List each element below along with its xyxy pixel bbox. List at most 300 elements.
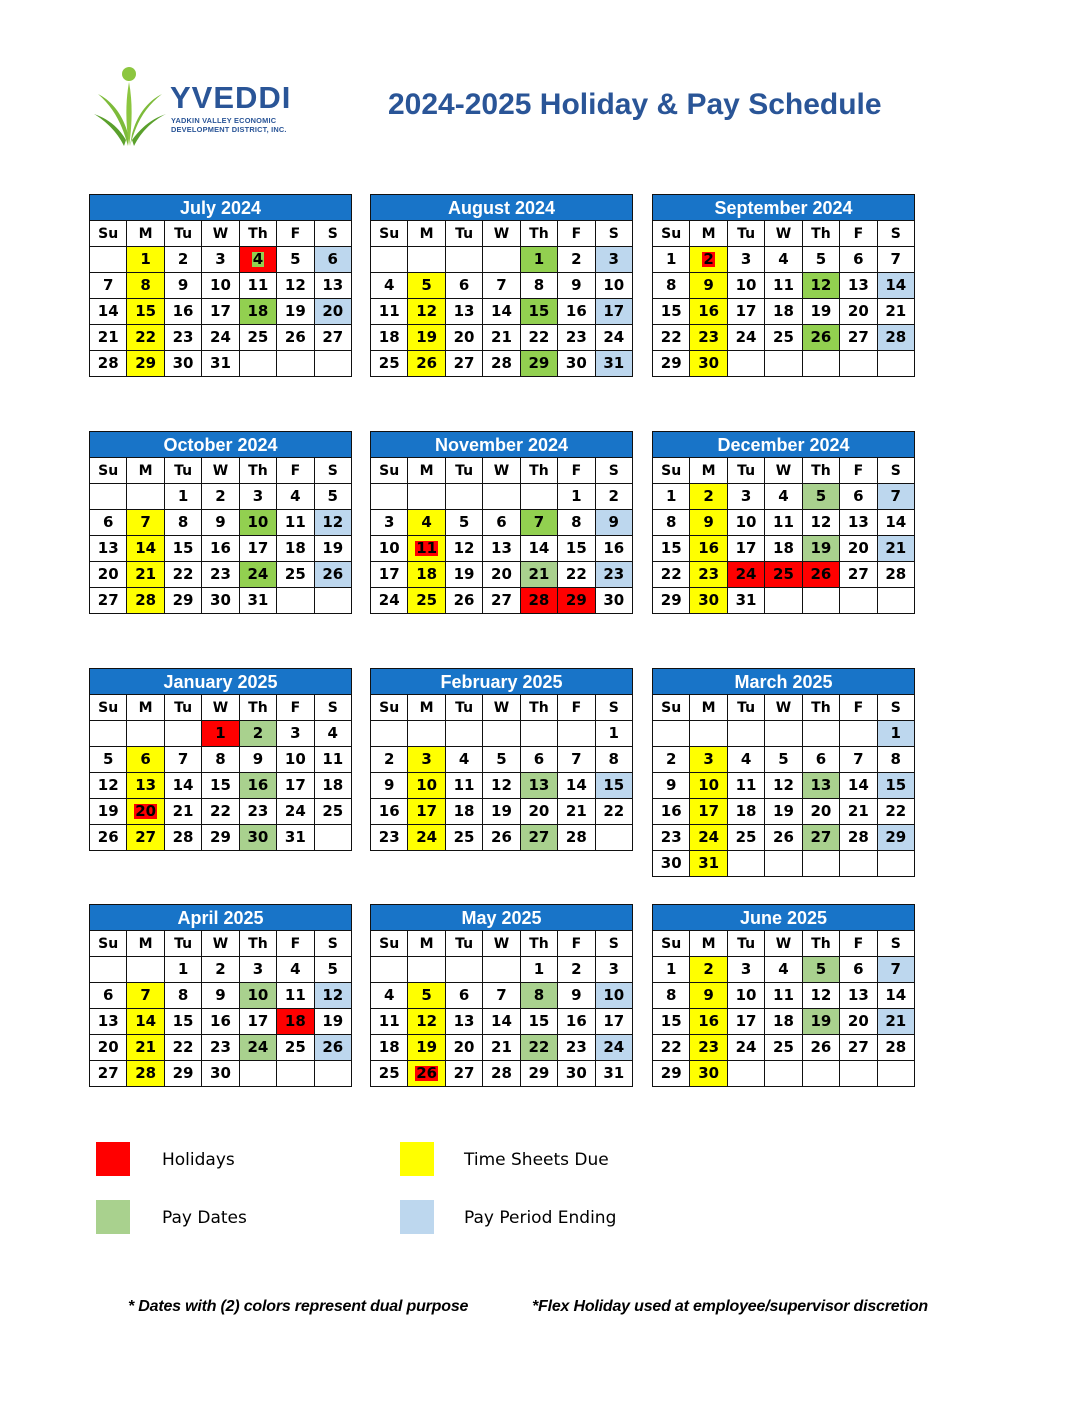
day-number: 13 [453,1012,475,1030]
day-number: 16 [378,802,400,820]
day-number: 20 [847,1012,869,1030]
day-cell [240,536,277,562]
day-cell [653,562,690,588]
day-cell [446,983,483,1009]
day-number: 7 [102,276,114,294]
day-number: 6 [102,513,114,531]
day-cell [653,825,690,851]
weekday-label: Tu [728,458,765,484]
day-cell [690,351,727,377]
day-number: 14 [885,276,907,294]
day-cell [653,1035,690,1061]
day-cell [408,325,445,351]
day-number: 11 [735,776,757,794]
day-number: 23 [603,565,625,583]
day-number: 19 [416,328,438,346]
day-cell [690,247,727,273]
day-number: 16 [247,776,269,794]
day-number: 17 [698,802,720,820]
day-number: 12 [810,513,832,531]
month-days-grid [370,694,633,851]
day-number: 9 [665,776,677,794]
day-cell [558,484,595,510]
legend-label-holidays: Holidays [162,1150,235,1170]
day-cell [165,510,202,536]
day-number: 2 [383,750,395,768]
day-number: 17 [416,802,438,820]
day-cell [803,1009,840,1035]
day-cell [90,325,127,351]
day-number: 19 [491,802,512,820]
weekday-label: Tu [165,221,202,247]
day-cell [315,510,352,536]
day-number: 21 [885,302,907,320]
day-number: 16 [172,302,194,320]
day-number: 5 [327,960,338,978]
day-cell [483,510,520,536]
weekday-label: Su [90,458,127,484]
legend-label-pay-dates: Pay Dates [162,1208,247,1228]
day-number: 10 [735,986,757,1004]
day-cell [765,273,802,299]
day-cell [483,1009,520,1035]
day-cell [277,721,314,747]
weekday-label: W [765,221,802,247]
day-cell [878,247,915,273]
day-cell [803,273,840,299]
day-cell [521,799,558,825]
day-cell [165,325,202,351]
day-cell [878,510,915,536]
day-cell [277,325,314,351]
day-cell [202,247,239,273]
day-number: 6 [533,750,545,768]
day-cell [240,562,277,588]
day-number: 17 [735,539,757,557]
day-number: 27 [491,591,512,609]
day-cell [483,536,520,562]
day-cell [596,536,633,562]
day-number: 23 [247,802,269,820]
day-number: 29 [565,591,587,609]
day-number: 25 [378,354,400,372]
day-number: 17 [603,302,625,320]
day-number: 2 [571,960,582,978]
day-number: 25 [773,1038,794,1056]
weekday-label: Tu [446,695,483,721]
day-number: 24 [735,328,757,346]
day-number: 16 [698,302,720,320]
day-cell [653,957,690,983]
day-cell [315,1035,352,1061]
day-number: 11 [284,513,306,531]
day-cell [803,299,840,325]
day-cell [371,299,408,325]
empty-day-cell [371,957,408,983]
day-number: 20 [491,565,512,583]
weekday-label: M [408,931,445,957]
day-number: 26 [773,828,794,846]
day-cell [483,983,520,1009]
day-number: 25 [378,1064,400,1082]
day-number: 7 [853,750,864,768]
day-cell [165,536,202,562]
day-number: 24 [735,565,757,583]
day-number: 24 [735,1038,757,1056]
day-number: 9 [383,776,395,794]
weekday-label: M [690,221,727,247]
day-cell [596,562,633,588]
month-calendar [89,194,352,377]
day-number: 10 [247,513,269,531]
day-number: 19 [773,802,794,820]
day-cell [765,562,802,588]
weekday-label: Su [653,695,690,721]
month-title: June 2025 [652,904,915,930]
day-number: 22 [660,1038,682,1056]
day-number: 30 [698,1064,720,1082]
weekday-label: F [840,931,877,957]
empty-day-cell [408,957,445,983]
empty-day-cell [315,825,352,851]
day-cell [90,299,127,325]
empty-day-cell [765,351,802,377]
day-number: 12 [322,513,344,531]
day-cell [483,825,520,851]
day-number: 25 [284,565,306,583]
day-cell [558,562,595,588]
empty-day-cell [90,957,127,983]
day-cell [315,247,352,273]
day-cell [558,273,595,299]
day-cell [277,825,314,851]
day-number: 17 [210,302,231,320]
day-number: 13 [97,1012,119,1030]
empty-day-cell [483,484,520,510]
day-number: 9 [571,986,582,1004]
day-number: 25 [773,328,794,346]
day-cell [596,588,633,614]
weekday-label: S [315,931,352,957]
day-number: 4 [740,750,752,768]
month-days-grid [89,694,352,851]
day-number: 28 [847,828,869,846]
day-number: 19 [322,539,344,557]
month-days-grid [370,457,633,614]
day-number: 15 [172,1012,194,1030]
empty-day-cell [840,851,877,877]
day-cell [840,299,877,325]
day-cell [840,773,877,799]
day-number: 2 [215,960,226,978]
day-number: 4 [383,276,395,294]
day-cell [690,983,727,1009]
weekday-label: Tu [165,931,202,957]
weekday-label: M [127,221,164,247]
day-number: 27 [453,1064,475,1082]
weekday-label: Tu [446,458,483,484]
day-cell [165,825,202,851]
day-number: 5 [421,986,432,1004]
day-cell [596,1009,633,1035]
day-number: 5 [815,960,827,978]
day-number: 26 [322,1038,344,1056]
day-number: 6 [102,986,114,1004]
day-cell [240,273,277,299]
day-number: 18 [735,802,757,820]
day-cell [315,799,352,825]
day-cell [483,325,520,351]
day-number: 18 [416,565,438,583]
day-number: 21 [135,1038,157,1056]
day-number: 22 [660,565,682,583]
empty-day-cell [690,721,727,747]
day-number: 22 [172,1038,194,1056]
day-cell [202,484,239,510]
day-cell [371,1061,408,1087]
day-number: 29 [660,1064,682,1082]
day-cell [840,747,877,773]
day-cell [202,562,239,588]
day-cell [240,588,277,614]
day-cell [127,799,164,825]
empty-day-cell [803,851,840,877]
day-cell [90,588,127,614]
day-cell [878,957,915,983]
day-cell [240,325,277,351]
day-number: 31 [210,354,231,372]
day-number: 17 [247,539,269,557]
day-number: 8 [665,986,677,1004]
day-cell [765,325,802,351]
day-number: 12 [97,776,119,794]
month-title: August 2024 [370,194,633,220]
weekday-label: Tu [728,695,765,721]
day-cell [521,825,558,851]
day-cell [690,273,727,299]
day-cell [371,536,408,562]
legend-label-pay-period: Pay Period Ending [464,1208,617,1228]
day-cell [202,536,239,562]
day-cell [202,721,239,747]
day-cell [728,325,765,351]
day-cell [521,325,558,351]
empty-day-cell [596,825,633,851]
month-calendar [652,668,915,877]
day-cell [878,562,915,588]
day-cell [90,773,127,799]
day-cell [521,536,558,562]
day-cell [765,510,802,536]
month-calendar [370,194,633,377]
day-cell [315,536,352,562]
day-cell [728,1035,765,1061]
day-cell [277,983,314,1009]
weekday-label: M [690,695,727,721]
day-number: 4 [383,986,395,1004]
day-cell [728,1009,765,1035]
day-cell [408,747,445,773]
day-cell [728,747,765,773]
day-number: 22 [528,1038,550,1056]
day-number: 6 [496,513,507,531]
day-cell [878,536,915,562]
day-cell [277,299,314,325]
day-cell [596,1035,633,1061]
month-days-grid [652,220,915,377]
day-number: 29 [885,828,907,846]
weekday-label: M [408,458,445,484]
day-number: 29 [172,591,194,609]
day-cell [202,1009,239,1035]
day-cell [408,825,445,851]
weekday-label: M [127,695,164,721]
day-cell [728,510,765,536]
day-number: 23 [698,328,720,346]
weekday-label: W [483,221,520,247]
day-cell [690,484,727,510]
day-number: 4 [252,250,264,268]
day-cell [240,1009,277,1035]
legend-swatch-pay-period [400,1200,434,1234]
empty-day-cell [408,484,445,510]
day-cell [690,957,727,983]
day-number: 21 [528,565,550,583]
day-number: 26 [284,328,306,346]
month-title: July 2024 [89,194,352,220]
day-number: 25 [284,1038,306,1056]
day-cell [446,536,483,562]
day-cell [446,351,483,377]
month-title: May 2025 [370,904,633,930]
day-cell [558,510,595,536]
day-cell [202,1035,239,1061]
day-number: 12 [453,539,475,557]
day-number: 9 [252,750,264,768]
day-cell [840,983,877,1009]
month-calendar [652,431,915,614]
day-cell [408,510,445,536]
day-number: 16 [565,302,587,320]
day-cell [596,773,633,799]
day-cell [558,299,595,325]
empty-day-cell [127,957,164,983]
day-number: 22 [565,565,587,583]
day-number: 1 [890,724,901,742]
day-number: 19 [416,1038,438,1056]
day-number: 8 [533,276,545,294]
weekday-label: Th [521,458,558,484]
day-number: 31 [603,1064,625,1082]
weekday-label: Th [240,931,277,957]
day-cell [165,299,202,325]
day-number: 25 [453,828,475,846]
day-cell [127,510,164,536]
day-number: 16 [603,539,625,557]
day-number: 20 [847,539,869,557]
day-number: 2 [703,960,714,978]
weekday-label: Th [240,695,277,721]
weekday-label: Th [521,931,558,957]
day-number: 29 [528,1064,550,1082]
weekday-label: W [483,931,520,957]
day-number: 23 [698,565,720,583]
day-number: 7 [890,250,901,268]
weekday-label: M [690,458,727,484]
day-cell [371,562,408,588]
day-number: 1 [177,487,189,505]
weekday-label: F [558,931,595,957]
day-number: 20 [135,802,157,820]
day-number: 18 [453,802,475,820]
day-cell [690,299,727,325]
day-number: 13 [810,776,832,794]
day-cell [371,983,408,1009]
logo-subtitle: YADKIN VALLEY ECONOMIC DEVELOPMENT DISTRICT, INC. [171,116,287,134]
day-number: 23 [210,565,231,583]
day-number: 5 [778,750,789,768]
day-cell [165,983,202,1009]
day-number: 6 [815,750,827,768]
day-number: 19 [810,1012,832,1030]
day-number: 22 [885,802,907,820]
day-cell [446,1009,483,1035]
day-number: 30 [247,828,269,846]
day-number: 11 [378,302,400,320]
day-cell [446,299,483,325]
day-number: 13 [528,776,550,794]
day-cell [803,247,840,273]
day-cell [521,747,558,773]
day-cell [90,1035,127,1061]
day-number: 6 [853,960,864,978]
day-number: 5 [815,250,827,268]
day-number: 21 [135,565,157,583]
day-cell [202,799,239,825]
day-cell [202,351,239,377]
day-number: 1 [608,724,619,742]
day-cell [653,799,690,825]
weekday-label: S [596,695,633,721]
day-number: 10 [603,276,625,294]
day-cell [765,747,802,773]
day-cell [277,536,314,562]
day-cell [240,510,277,536]
day-cell [483,773,520,799]
day-cell [127,351,164,377]
day-cell [596,273,633,299]
day-cell [596,351,633,377]
empty-day-cell [90,484,127,510]
day-number: 23 [660,828,682,846]
day-cell [596,247,633,273]
empty-day-cell [315,351,352,377]
day-number: 28 [97,354,119,372]
day-cell [371,1009,408,1035]
footnote-flex-holiday: *Flex Holiday used at employee/supervisor discretion [532,1298,928,1315]
day-cell [315,983,352,1009]
month-days-grid [89,930,352,1087]
day-cell [90,273,127,299]
day-cell [840,957,877,983]
day-cell [240,721,277,747]
day-number: 21 [491,1038,512,1056]
empty-day-cell [803,1061,840,1087]
weekday-label: F [277,221,314,247]
day-number: 16 [698,539,720,557]
weekday-label: F [840,695,877,721]
day-cell [521,299,558,325]
